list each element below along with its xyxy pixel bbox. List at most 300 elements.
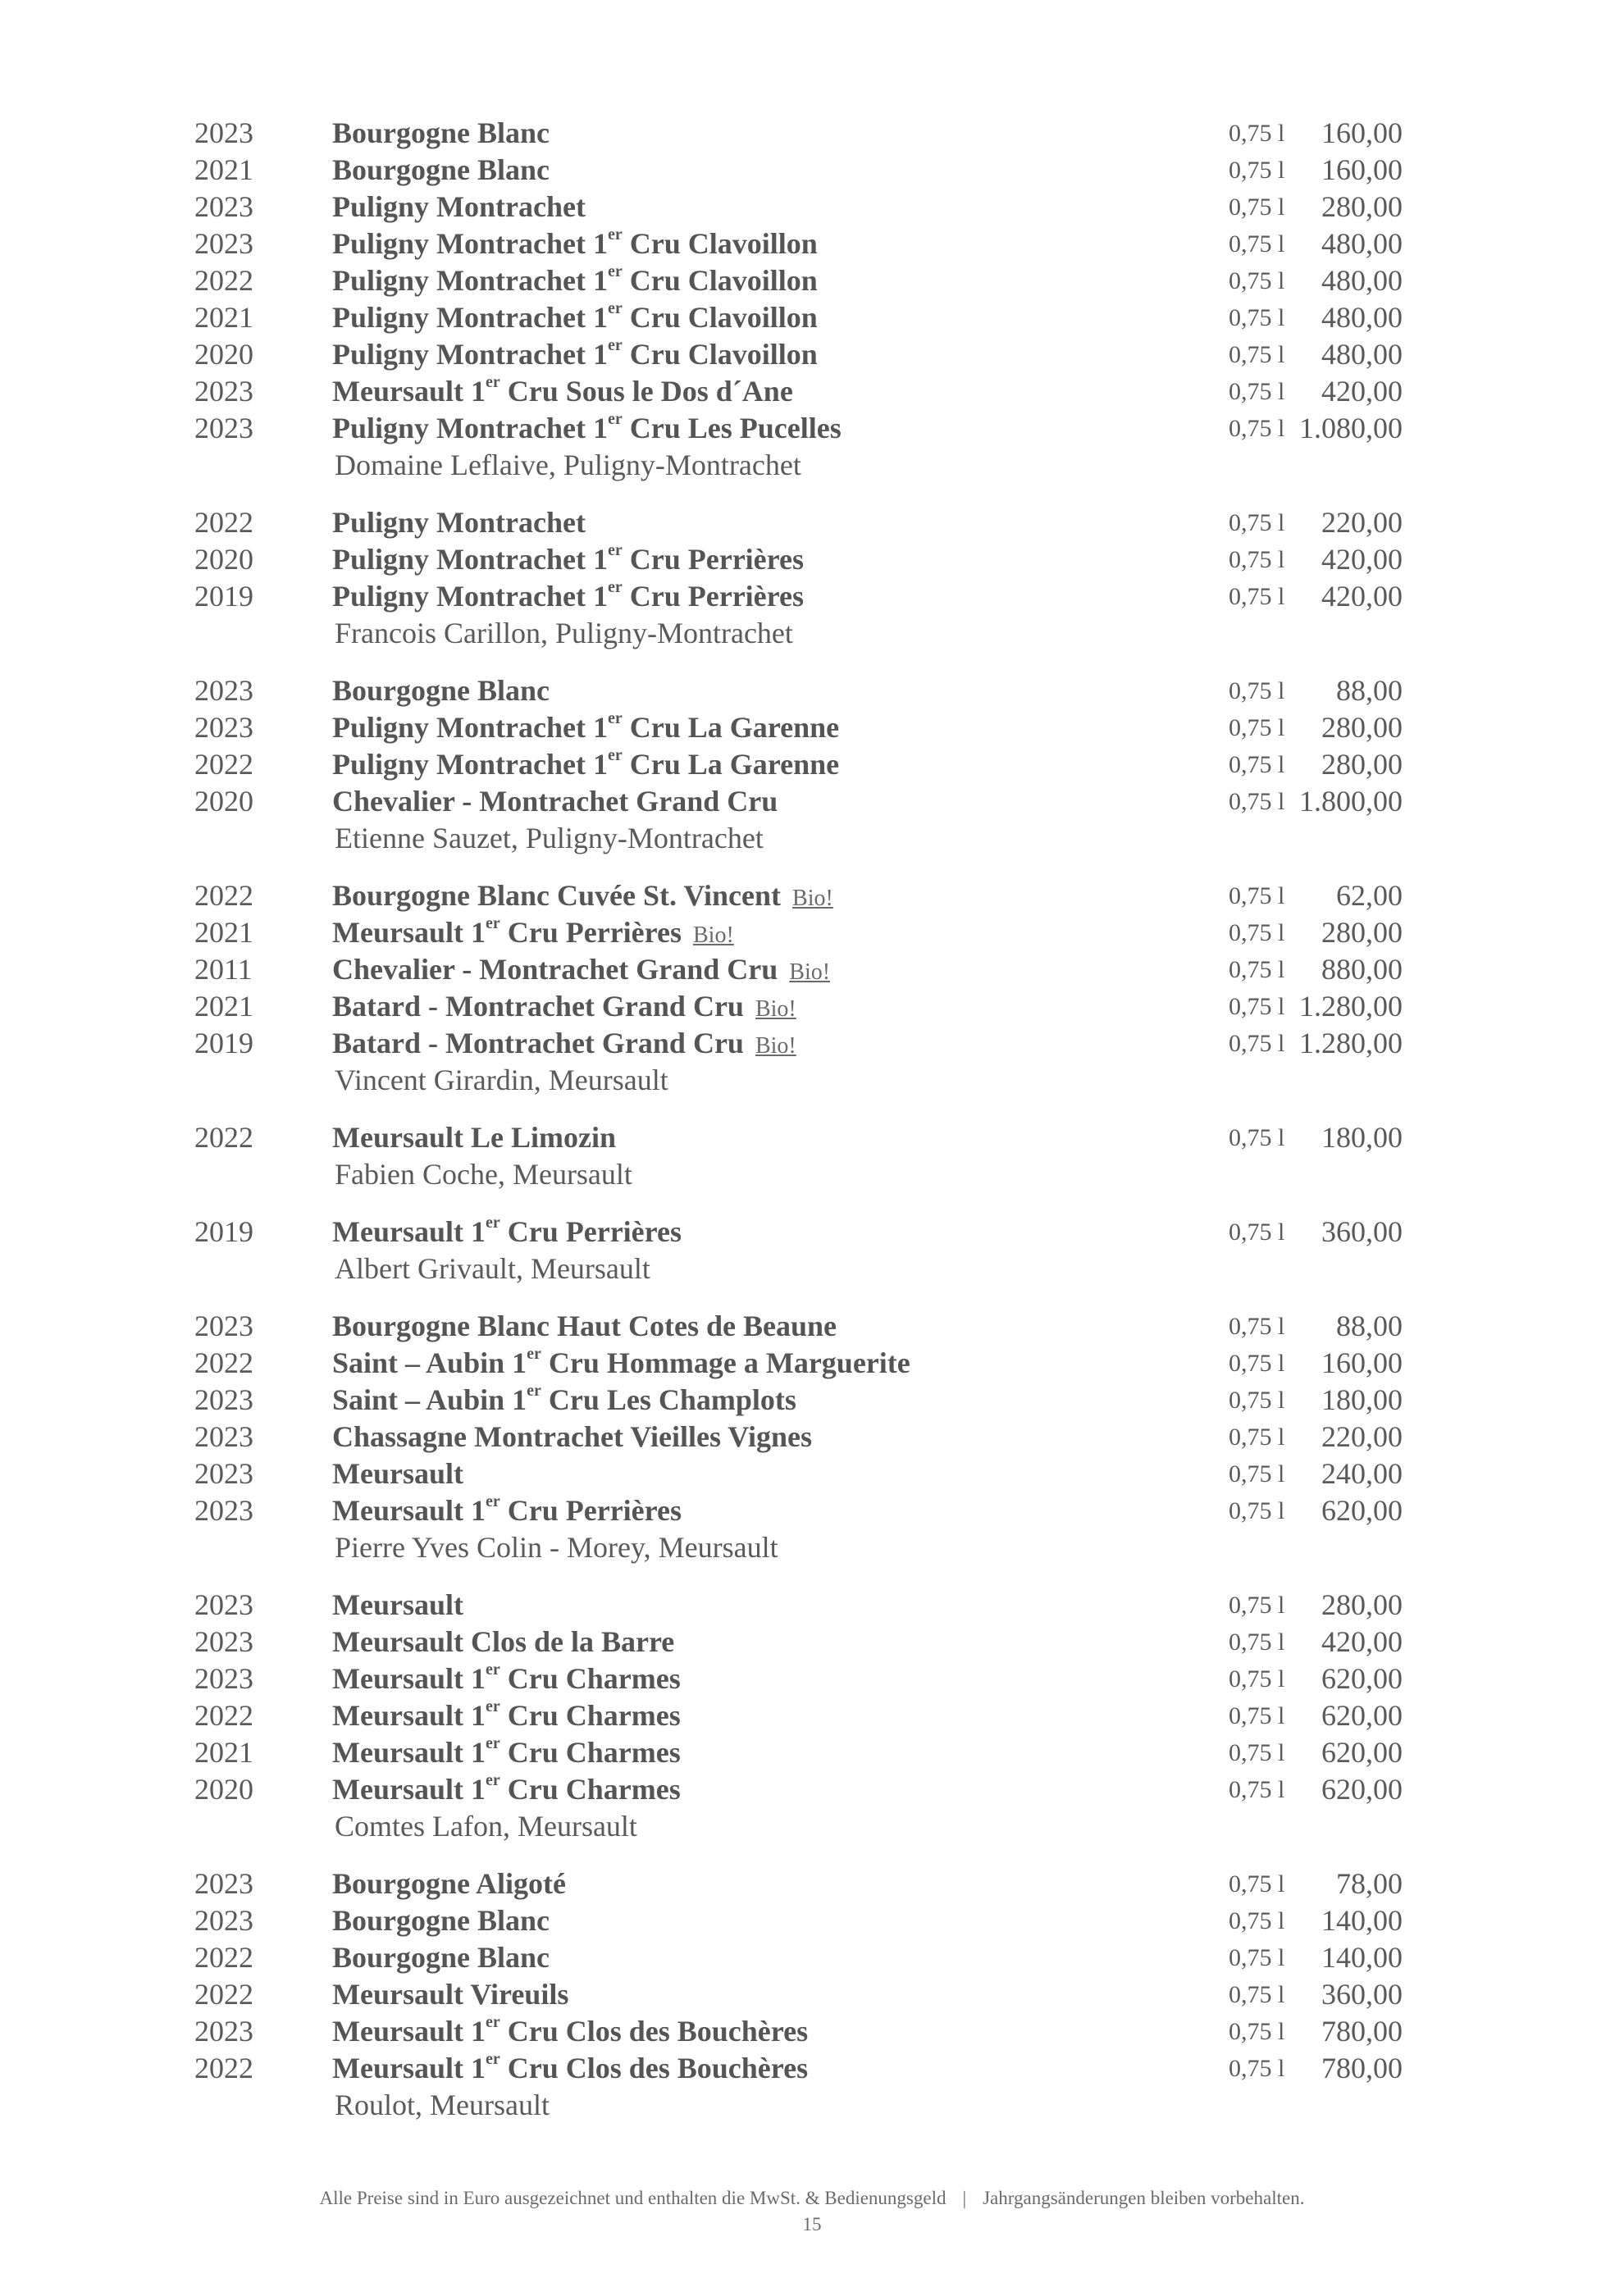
producer-section <box>0 1214 1624 1287</box>
wine-name <box>332 1587 463 1624</box>
producer-section <box>0 1587 1624 1845</box>
wine-price: 180,00 <box>1321 1383 1403 1416</box>
producer-name: Roulot, Meursault <box>335 2089 550 2121</box>
bottle-volume: 0,75 l <box>1229 267 1285 294</box>
wine-vintage: 2020 <box>194 543 253 576</box>
wine-name-text: Bourgogne Blanc <box>332 1904 550 1937</box>
premier-cru-superscript: er <box>607 299 623 317</box>
wine-name-text: Chassagne Montrachet Vieilles Vignes <box>332 1420 812 1453</box>
wine-vintage: 2023 <box>194 1383 253 1416</box>
wine-price: 220,00 <box>1321 1420 1403 1453</box>
bottle-volume: 0,75 l <box>1229 2018 1285 2045</box>
bottle-volume: 0,75 l <box>1229 1776 1285 1803</box>
wine-name <box>332 410 842 447</box>
wine-vintage: 2021 <box>194 153 253 186</box>
wine-name-text: Meursault 1 <box>332 1736 486 1769</box>
bottle-volume: 0,75 l <box>1229 378 1285 405</box>
wine-price: 160,00 <box>1321 116 1403 149</box>
wine-name-suffix: Cru Les Pucelles <box>622 412 842 444</box>
bottle-volume: 0,75 l <box>1229 714 1285 741</box>
wine-vintage: 2022 <box>194 1978 253 2011</box>
wine-name-text: Meursault 1 <box>332 2015 486 2048</box>
wine-name-suffix: Cru Hommage a Marguerite <box>541 1346 910 1379</box>
wine-row <box>0 746 1624 783</box>
wine-name-text: Bourgogne Blanc <box>332 674 550 707</box>
wine-row <box>0 189 1624 226</box>
wine-vintage: 2023 <box>194 711 253 744</box>
wine-vintage: 2021 <box>194 1736 253 1769</box>
wine-price: 420,00 <box>1321 375 1403 408</box>
wine-price: 78,00 <box>1336 1867 1403 1900</box>
bottle-volume: 0,75 l <box>1229 1030 1285 1057</box>
wine-vintage: 2022 <box>194 1346 253 1379</box>
wine-vintage: 2023 <box>194 412 253 444</box>
wine-name-text: Meursault 1 <box>332 2052 486 2084</box>
bottle-volume: 0,75 l <box>1229 415 1285 442</box>
wine-name-text: Meursault 1 <box>332 1662 486 1695</box>
wine-name <box>332 1382 796 1419</box>
wine-name <box>332 152 550 189</box>
wine-price: 1.280,00 <box>1299 990 1403 1023</box>
wine-name <box>332 1025 796 1064</box>
wine-name <box>332 951 830 991</box>
wine-row <box>0 262 1624 299</box>
producer-name: Etienne Sauzet, Puligny-Montrachet <box>335 822 764 854</box>
wine-name-suffix: Cru Charmes <box>500 1699 681 1732</box>
wine-name-suffix: Cru Clavoillon <box>622 301 818 334</box>
wine-name-suffix: Cru Clavoillon <box>622 338 818 371</box>
wine-name-suffix: Cru Perrières <box>500 1494 682 1527</box>
wine-row <box>0 541 1624 578</box>
wine-name-text: Meursault <box>332 1588 463 1621</box>
wine-name <box>332 877 833 917</box>
bottle-volume: 0,75 l <box>1229 677 1285 704</box>
producer-section <box>0 504 1624 652</box>
premier-cru-superscript: er <box>607 262 623 280</box>
wine-name <box>332 2050 808 2087</box>
wine-row <box>0 299 1624 336</box>
wine-vintage: 2023 <box>194 116 253 149</box>
wine-name-text: Bourgogne Blanc Haut Cotes de Beaune <box>332 1310 837 1342</box>
wine-vintage: 2023 <box>194 1588 253 1621</box>
wine-price: 180,00 <box>1321 1121 1403 1154</box>
wine-name <box>332 709 839 746</box>
wine-row <box>0 2013 1624 2050</box>
bio-badge: Bio! <box>755 996 796 1022</box>
footer-vintage-note: Jahrgangsänderungen bleiben vorbehalten. <box>983 2188 1305 2208</box>
wine-vintage: 2023 <box>194 674 253 707</box>
bottle-volume: 0,75 l <box>1229 2055 1285 2082</box>
wine-price: 1.280,00 <box>1299 1027 1403 1059</box>
premier-cru-superscript: er <box>485 914 500 932</box>
wine-name-text: Batard - Montrachet Grand Cru <box>332 1027 744 1059</box>
bottle-volume: 0,75 l <box>1229 1387 1285 1414</box>
wine-price: 620,00 <box>1321 1736 1403 1769</box>
wine-price: 140,00 <box>1321 1904 1403 1937</box>
wine-name <box>332 226 818 262</box>
bio-badge: Bio! <box>755 1033 796 1059</box>
wine-name <box>332 541 804 578</box>
bottle-volume: 0,75 l <box>1229 1313 1285 1340</box>
wine-price: 780,00 <box>1321 2052 1403 2084</box>
wine-price: 420,00 <box>1321 1625 1403 1658</box>
wine-vintage: 2021 <box>194 990 253 1023</box>
wine-vintage: 2020 <box>194 1773 253 1806</box>
wine-row <box>0 336 1624 373</box>
wine-vintage: 2023 <box>194 190 253 223</box>
wine-name <box>332 189 586 226</box>
wine-vintage: 2022 <box>194 2052 253 2084</box>
wine-name-text: Puligny Montrachet 1 <box>332 338 608 371</box>
wine-price: 620,00 <box>1321 1662 1403 1695</box>
wine-name-text: Saint – Aubin 1 <box>332 1383 527 1416</box>
wine-price: 160,00 <box>1321 1346 1403 1379</box>
bottle-volume: 0,75 l <box>1229 1665 1285 1692</box>
bottle-volume: 0,75 l <box>1229 1944 1285 1971</box>
wine-price: 1.800,00 <box>1299 785 1403 818</box>
wine-price: 160,00 <box>1321 153 1403 186</box>
wine-name-text: Meursault 1 <box>332 1773 486 1806</box>
wine-name <box>332 336 818 373</box>
bottle-volume: 0,75 l <box>1229 1981 1285 2008</box>
bottle-volume: 0,75 l <box>1229 157 1285 184</box>
wine-name-text: Puligny Montrachet <box>332 506 586 539</box>
wine-row <box>0 1939 1624 1976</box>
bio-badge: Bio! <box>692 922 734 948</box>
bio-badge: Bio! <box>792 886 833 911</box>
premier-cru-superscript: er <box>527 1345 541 1363</box>
wine-vintage: 2023 <box>194 1867 253 1900</box>
wine-row <box>0 504 1624 541</box>
wine-name <box>332 578 804 615</box>
wine-name <box>332 783 778 820</box>
wine-name <box>332 1902 550 1939</box>
wine-name-text: Meursault Vireuils <box>332 1978 569 2011</box>
premier-cru-superscript: er <box>527 1382 541 1400</box>
wine-price: 480,00 <box>1321 264 1403 297</box>
wine-row <box>0 1308 1624 1345</box>
wine-price: 280,00 <box>1321 190 1403 223</box>
footer-separator: | <box>962 2188 967 2208</box>
wine-name-suffix: Cru Charmes <box>500 1736 681 1769</box>
producer-section <box>0 1308 1624 1566</box>
wine-row <box>0 226 1624 262</box>
producer-section <box>0 1119 1624 1193</box>
wine-row <box>0 988 1624 1025</box>
producer-name: Pierre Yves Colin - Morey, Meursault <box>335 1531 778 1564</box>
producer-section <box>0 877 1624 1099</box>
wine-name <box>332 299 818 336</box>
wine-name <box>332 988 796 1027</box>
wine-row <box>0 1587 1624 1624</box>
wine-name <box>332 1492 682 1529</box>
wine-name-text: Saint – Aubin 1 <box>332 1346 527 1379</box>
wine-row <box>0 1492 1624 1529</box>
bottle-volume: 0,75 l <box>1229 304 1285 331</box>
wine-vintage: 2023 <box>194 1420 253 1453</box>
wine-row <box>0 1345 1624 1382</box>
bottle-volume: 0,75 l <box>1229 1629 1285 1656</box>
wine-name-suffix: Cru Clos des Bouchères <box>500 2052 809 2084</box>
bottle-volume: 0,75 l <box>1229 1219 1285 1246</box>
wine-vintage: 2020 <box>194 338 253 371</box>
wine-row <box>0 1025 1624 1062</box>
wine-list <box>0 115 1624 2144</box>
wine-name <box>332 1697 681 1734</box>
premier-cru-superscript: er <box>485 373 500 391</box>
wine-name-text: Batard - Montrachet Grand Cru <box>332 990 744 1023</box>
wine-row <box>0 578 1624 615</box>
wine-name-text: Chevalier - Montrachet Grand Cru <box>332 785 778 818</box>
wine-vintage: 2011 <box>194 953 253 986</box>
wine-name-suffix: Cru Charmes <box>500 1773 681 1806</box>
bottle-volume: 0,75 l <box>1229 1907 1285 1934</box>
footer-prices-note: Alle Preise sind in Euro ausgezeichnet und enthalten die MwSt. & Bedienungsgeld <box>319 2188 947 2208</box>
wine-name-suffix: Cru Charmes <box>500 1662 681 1695</box>
premier-cru-superscript: er <box>485 1697 500 1715</box>
premier-cru-superscript: er <box>607 410 623 428</box>
wine-name-text: Bourgogne Blanc <box>332 153 550 186</box>
wine-row <box>0 152 1624 189</box>
wine-vintage: 2023 <box>194 375 253 408</box>
wine-name-text: Meursault Le Limozin <box>332 1121 616 1154</box>
producer-name: Francois Carillon, Puligny-Montrachet <box>335 617 793 649</box>
wine-price: 1.080,00 <box>1299 412 1403 444</box>
wine-name <box>332 373 793 410</box>
wine-price: 220,00 <box>1321 506 1403 539</box>
producer-name: Vincent Girardin, Meursault <box>335 1064 668 1096</box>
wine-row <box>0 709 1624 746</box>
bottle-volume: 0,75 l <box>1229 993 1285 1020</box>
wine-name-suffix: Cru Perrières <box>500 916 682 949</box>
wine-vintage: 2022 <box>194 264 253 297</box>
wine-vintage: 2019 <box>194 580 253 613</box>
premier-cru-superscript: er <box>607 709 623 727</box>
wine-name-suffix: Cru Clavoillon <box>622 264 818 297</box>
wine-price: 620,00 <box>1321 1494 1403 1527</box>
wine-row <box>0 1214 1624 1250</box>
premier-cru-superscript: er <box>607 746 623 764</box>
bottle-volume: 0,75 l <box>1229 509 1285 536</box>
wine-name <box>332 262 818 299</box>
wine-row <box>0 1866 1624 1902</box>
producer-name: Domaine Leflaive, Puligny-Montrachet <box>335 449 801 481</box>
wine-row <box>0 1419 1624 1456</box>
bottle-volume: 0,75 l <box>1229 1592 1285 1619</box>
wine-price: 62,00 <box>1336 879 1403 912</box>
wine-name-suffix: Cru La Garenne <box>622 711 840 744</box>
wine-name-text: Bourgogne Blanc <box>332 1941 550 1974</box>
page-number: 15 <box>802 2214 822 2234</box>
bottle-volume: 0,75 l <box>1229 1739 1285 1766</box>
wine-name-text: Meursault 1 <box>332 375 486 408</box>
wine-price: 280,00 <box>1321 748 1403 781</box>
wine-price: 280,00 <box>1321 916 1403 949</box>
wine-vintage: 2023 <box>194 1904 253 1937</box>
wine-row <box>0 1697 1624 1734</box>
wine-vintage: 2022 <box>194 879 253 912</box>
footer-note <box>0 2188 1624 2209</box>
bottle-volume: 0,75 l <box>1229 546 1285 573</box>
bottle-volume: 0,75 l <box>1229 341 1285 368</box>
wine-name-text: Meursault <box>332 1457 463 1490</box>
wine-vintage: 2022 <box>194 1121 253 1154</box>
producer-section <box>0 115 1624 484</box>
wine-vintage: 2023 <box>194 2015 253 2048</box>
wine-name-text: Meursault 1 <box>332 1215 486 1248</box>
wine-row <box>0 1382 1624 1419</box>
wine-row <box>0 914 1624 951</box>
wine-vintage: 2019 <box>194 1027 253 1059</box>
wine-price: 280,00 <box>1321 1588 1403 1621</box>
wine-price: 88,00 <box>1336 674 1403 707</box>
wine-row <box>0 1734 1624 1771</box>
bottle-volume: 0,75 l <box>1229 751 1285 778</box>
wine-name <box>332 2013 808 2050</box>
wine-vintage: 2020 <box>194 785 253 818</box>
wine-name-text: Puligny Montrachet 1 <box>332 412 608 444</box>
wine-vintage: 2023 <box>194 227 253 260</box>
wine-vintage: 2021 <box>194 916 253 949</box>
wine-row <box>0 877 1624 914</box>
premier-cru-superscript: er <box>485 2050 500 2068</box>
wine-row <box>0 672 1624 709</box>
premier-cru-superscript: er <box>485 1660 500 1679</box>
wine-name-text: Meursault 1 <box>332 1699 486 1732</box>
wine-name-text: Meursault Clos de la Barre <box>332 1625 675 1658</box>
wine-row <box>0 1976 1624 2013</box>
wine-price: 140,00 <box>1321 1941 1403 1974</box>
wine-price: 480,00 <box>1321 301 1403 334</box>
bio-badge: Bio! <box>789 959 831 985</box>
bottle-volume: 0,75 l <box>1229 919 1285 946</box>
wine-price: 360,00 <box>1321 1215 1403 1248</box>
premier-cru-superscript: er <box>607 541 623 559</box>
wine-name-text: Puligny Montrachet 1 <box>332 543 608 576</box>
wine-vintage: 2023 <box>194 1625 253 1658</box>
bottle-volume: 0,75 l <box>1229 1460 1285 1487</box>
wine-vintage: 2022 <box>194 506 253 539</box>
bottle-volume: 0,75 l <box>1229 1702 1285 1729</box>
wine-price: 480,00 <box>1321 227 1403 260</box>
wine-row <box>0 1119 1624 1156</box>
wine-price: 420,00 <box>1321 543 1403 576</box>
wine-name-text: Puligny Montrachet 1 <box>332 580 608 613</box>
wine-name-suffix: Cru La Garenne <box>622 748 840 781</box>
wine-name <box>332 1976 568 2013</box>
wine-name <box>332 746 839 783</box>
wine-price: 880,00 <box>1321 953 1403 986</box>
wine-name-text: Puligny Montrachet 1 <box>332 264 608 297</box>
bottle-volume: 0,75 l <box>1229 882 1285 909</box>
premier-cru-superscript: er <box>485 1492 500 1510</box>
wine-vintage: 2019 <box>194 1215 253 1248</box>
wine-name <box>332 1624 674 1660</box>
producer-name: Fabien Coche, Meursault <box>335 1158 632 1191</box>
wine-price: 240,00 <box>1321 1457 1403 1490</box>
bottle-volume: 0,75 l <box>1229 230 1285 257</box>
wine-price: 480,00 <box>1321 338 1403 371</box>
wine-price: 280,00 <box>1321 711 1403 744</box>
wine-price: 360,00 <box>1321 1978 1403 2011</box>
wine-name-suffix: Cru Clavoillon <box>622 227 818 260</box>
wine-vintage: 2023 <box>194 1310 253 1342</box>
wine-name-text: Bourgogne Blanc Cuvée St. Vincent <box>332 879 782 912</box>
bottle-volume: 0,75 l <box>1229 1350 1285 1377</box>
wine-name-text: Meursault 1 <box>332 916 486 949</box>
wine-row <box>0 1660 1624 1697</box>
wine-price: 620,00 <box>1321 1699 1403 1732</box>
wine-price: 88,00 <box>1336 1310 1403 1342</box>
wine-row <box>0 115 1624 152</box>
wine-name-text: Puligny Montrachet <box>332 190 586 223</box>
wine-row <box>0 1624 1624 1660</box>
premier-cru-superscript: er <box>485 1771 500 1789</box>
bottle-volume: 0,75 l <box>1229 788 1285 815</box>
producer-name: Comtes Lafon, Meursault <box>335 1810 637 1843</box>
wine-name-suffix: Cru Perrières <box>622 543 804 576</box>
producer-name: Albert Grivault, Meursault <box>335 1252 650 1285</box>
wine-name-suffix: Cru Sous le Dos d´Ane <box>500 375 793 408</box>
wine-vintage: 2022 <box>194 1699 253 1732</box>
wine-name <box>332 1119 616 1156</box>
bottle-volume: 0,75 l <box>1229 1124 1285 1151</box>
premier-cru-superscript: er <box>607 226 623 244</box>
wine-name-suffix: Cru Perrières <box>500 1215 682 1248</box>
wine-price: 420,00 <box>1321 580 1403 613</box>
wine-name-text: Chevalier - Montrachet Grand Cru <box>332 953 778 986</box>
wine-name <box>332 115 550 152</box>
wine-name-suffix: Cru Perrières <box>622 580 804 613</box>
bottle-volume: 0,75 l <box>1229 1497 1285 1524</box>
wine-row <box>0 1902 1624 1939</box>
wine-name <box>332 1866 566 1902</box>
wine-name-text: Puligny Montrachet 1 <box>332 227 608 260</box>
wine-name <box>332 1771 681 1808</box>
wine-name-text: Bourgogne Aligoté <box>332 1867 566 1900</box>
wine-name <box>332 1939 550 1976</box>
wine-name <box>332 504 586 541</box>
wine-name-text: Puligny Montrachet 1 <box>332 301 608 334</box>
premier-cru-superscript: er <box>485 2013 500 2031</box>
premier-cru-superscript: er <box>607 578 623 596</box>
producer-section <box>0 1866 1624 2124</box>
wine-name-text: Bourgogne Blanc <box>332 116 550 149</box>
wine-row <box>0 410 1624 447</box>
wine-vintage: 2021 <box>194 301 253 334</box>
wine-vintage: 2023 <box>194 1662 253 1695</box>
wine-name <box>332 1419 812 1456</box>
wine-name <box>332 1214 682 1250</box>
wine-name-suffix: Cru Les Champlots <box>541 1383 796 1416</box>
wine-name <box>332 1734 681 1771</box>
bottle-volume: 0,75 l <box>1229 583 1285 610</box>
wine-name <box>332 1345 910 1382</box>
wine-vintage: 2022 <box>194 1941 253 1974</box>
wine-vintage: 2023 <box>194 1457 253 1490</box>
producer-section <box>0 672 1624 857</box>
wine-row <box>0 1456 1624 1492</box>
wine-name <box>332 1308 837 1345</box>
wine-row <box>0 373 1624 410</box>
bottle-volume: 0,75 l <box>1229 956 1285 983</box>
premier-cru-superscript: er <box>485 1734 500 1752</box>
wine-price: 780,00 <box>1321 2015 1403 2048</box>
bottle-volume: 0,75 l <box>1229 120 1285 147</box>
wine-name-text: Puligny Montrachet 1 <box>332 711 608 744</box>
wine-name-text: Meursault 1 <box>332 1494 486 1527</box>
wine-name <box>332 1660 681 1697</box>
